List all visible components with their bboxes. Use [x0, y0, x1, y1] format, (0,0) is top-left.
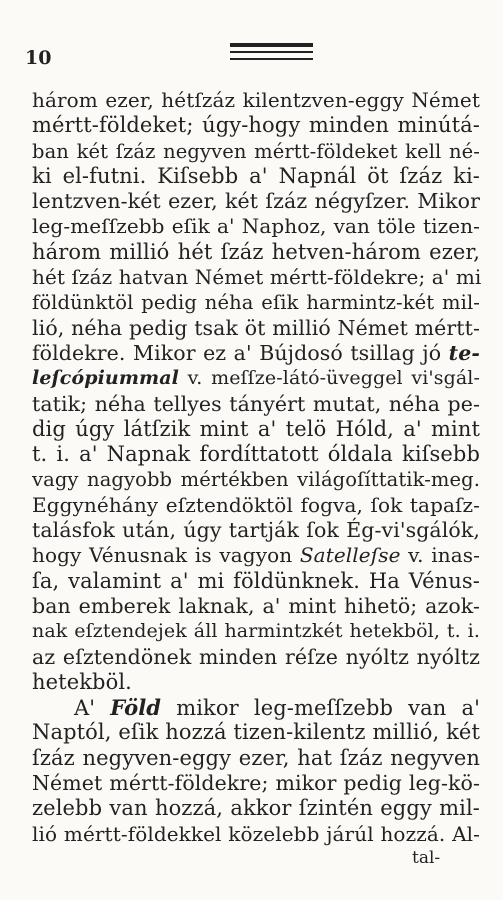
text-line: Német mértt-földekre; mikor pedig leg-kö-	[32, 771, 480, 796]
text-line: t. i. a' Napnak fordíttatott óldala kiſsebb	[32, 442, 480, 467]
text-line: hét ſzáz hatvan Német mértt-földekre; a' mi	[32, 265, 482, 290]
text-line: hetekböl.	[32, 669, 132, 694]
text-line: zelebb van hozzá, akkor ſzintén eggy mil-	[32, 796, 480, 821]
text-line: földünktöl pedig néha eſik harmintz-két mil-	[32, 291, 480, 315]
text-line: leg-meſſzebb eſik a' Naphoz, van töle tizen-	[32, 214, 480, 239]
text-line: tatik; néha tellyes tányért mutat, néha pe-	[32, 391, 480, 416]
text-line: nak eſztendejek áll harmintzkét hetekböl, t. i.	[32, 620, 480, 643]
text-line: lentzven-két ezer, két ſzáz négyſzer. Mikor	[32, 189, 480, 214]
header-rule-middle	[230, 51, 313, 53]
text-line: ki el-futni. Kiſsebb a' Napnál öt ſzáz ki-	[32, 163, 480, 188]
text-line: ban két ſzáz negyven mértt-földeket kell né-	[32, 139, 480, 163]
text-segment: mikor leg-meſſzebb van a'	[161, 696, 480, 721]
italic-term: leſcópiummal	[32, 367, 179, 390]
text-segment: hogy Vénusnak is vagyon	[32, 543, 300, 568]
text-segment: földekre. Mikor ez a' Bújdosó tsillag jó	[32, 340, 449, 365]
text-line: Eggynéhány eſztendöktöl fogva, ſok tapaſz-	[32, 492, 480, 517]
text-line	[32, 695, 480, 720]
text-line: három ezer, hétſzáz kilentzven-eggy Német	[32, 88, 480, 112]
text-line: Naptól, eſik hozzá tizen-kilentz millió, két	[32, 720, 480, 745]
text-line: dig úgy látſzik mint a' telö Hóld, a' mint	[32, 416, 480, 441]
header-rule-bottom	[230, 58, 313, 60]
text-line: talásfok után, úgy tartják ſok Ég-vi'sgálók,	[32, 518, 480, 543]
italic-term: te-	[448, 340, 480, 365]
text-line: három millió hét ſzáz hetven-három ezer,	[32, 239, 480, 264]
header-rule-top	[230, 43, 313, 47]
text-line	[32, 543, 480, 568]
text-line: lió mértt-földekkel közelebb járúl hozzá. Al-	[32, 821, 480, 846]
text-line: mértt-földeket; úgy-hogy minden minútá-	[32, 113, 480, 138]
text-line: ſa, valamint a' mi földünknek. Ha Vénus-	[32, 568, 480, 593]
text-segment: v. inas-	[400, 543, 480, 568]
text-line: lió, néha pedig tsak öt millió Német mértt-	[32, 315, 480, 340]
page-number: 10	[25, 47, 52, 69]
italic-term: Satelleſse	[299, 543, 401, 568]
body-text	[32, 88, 480, 847]
text-segment: A'	[74, 696, 111, 721]
text-line: ban emberek laknak, a' mint hihetö; azok-	[32, 593, 480, 618]
text-line: az eſztendönek minden réſze nyóltz nyóltz	[32, 644, 480, 669]
text-line	[32, 366, 480, 391]
italic-term: Föld	[110, 695, 162, 721]
text-line	[32, 341, 480, 366]
text-segment: v. meſſze-látó-üveggel vi'sgál-	[178, 367, 480, 390]
text-line: vagy nagyobb mértékben világoſíttatik-meg.	[32, 468, 480, 492]
text-line: ſzáz negyven-eggy ezer, hat ſzáz negyven	[32, 745, 480, 770]
catchword: tal-	[412, 848, 441, 868]
